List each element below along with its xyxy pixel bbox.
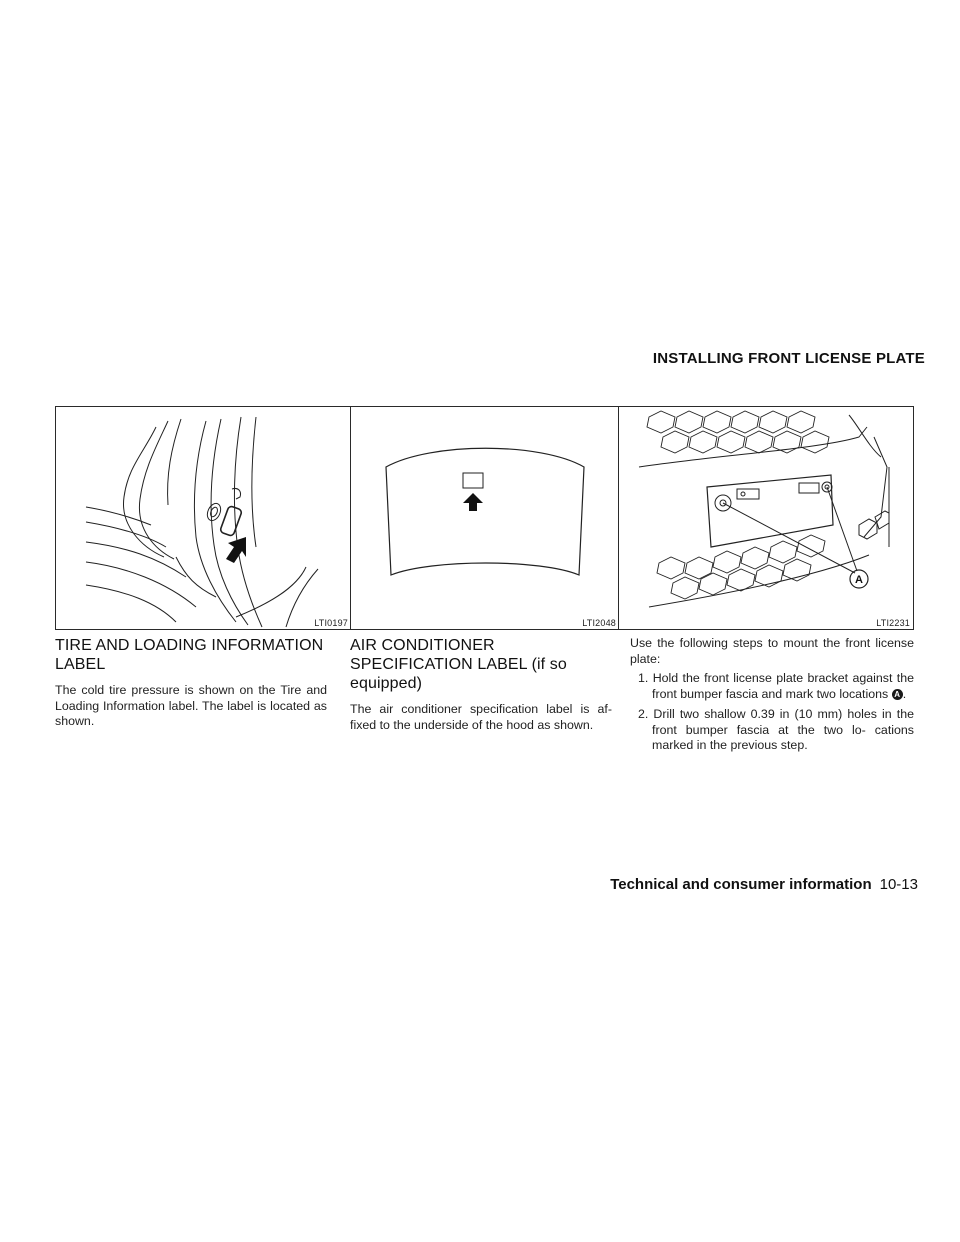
page-footer	[610, 876, 918, 893]
figure-hood-label	[350, 406, 620, 630]
figure-code: LTI0197	[314, 618, 348, 628]
column-title: TIRE AND LOADING INFORMATION LABEL	[55, 637, 324, 673]
column-text: The cold tire pressure is shown on the Tire and Loading Information label. The label is located as shown.	[55, 683, 327, 728]
seat-pillar-label-arrow-icon	[56, 407, 351, 629]
step-text: Hold the front license plate bracket against the front bumper fascia and mark two locations	[652, 671, 914, 701]
column-tire-label	[55, 636, 327, 730]
figure-code: LTI2231	[876, 618, 910, 628]
column-text: The air conditioner specification label is af- fixed to the underside of the hood as shown.	[350, 702, 612, 732]
column-ac-label	[350, 636, 612, 733]
footer-chapter: Technical and consumer information	[610, 876, 872, 893]
list-item	[630, 707, 914, 754]
step-number: 2.	[638, 707, 649, 721]
column-license-steps	[630, 636, 914, 759]
column-title: AIR CONDITIONER SPECIFICATION LABEL (if so equipped)	[350, 637, 567, 692]
page-number: 10-13	[879, 876, 918, 893]
callout-a-label: A	[855, 574, 863, 586]
front-bumper-license-bracket-icon	[619, 407, 913, 629]
figure-code: LTI2048	[582, 618, 616, 628]
callout-a-icon: A	[892, 689, 903, 700]
step-number: 1.	[638, 671, 649, 685]
hood-label-arrow-icon	[351, 407, 619, 629]
steps-intro: Use the following steps to mount the front license plate:	[630, 636, 914, 666]
figure-tire-label	[55, 406, 352, 630]
figure-license-bracket	[618, 406, 914, 630]
steps-list	[630, 671, 914, 754]
step-text: Drill two shallow 0.39 in (10 mm) holes in the front bumper fascia at the two lo- cations marked in the previous step.	[652, 707, 914, 752]
list-item	[630, 671, 914, 702]
step-text-end: .	[902, 686, 907, 701]
section-header: INSTALLING FRONT LICENSE PLATE	[652, 350, 925, 367]
